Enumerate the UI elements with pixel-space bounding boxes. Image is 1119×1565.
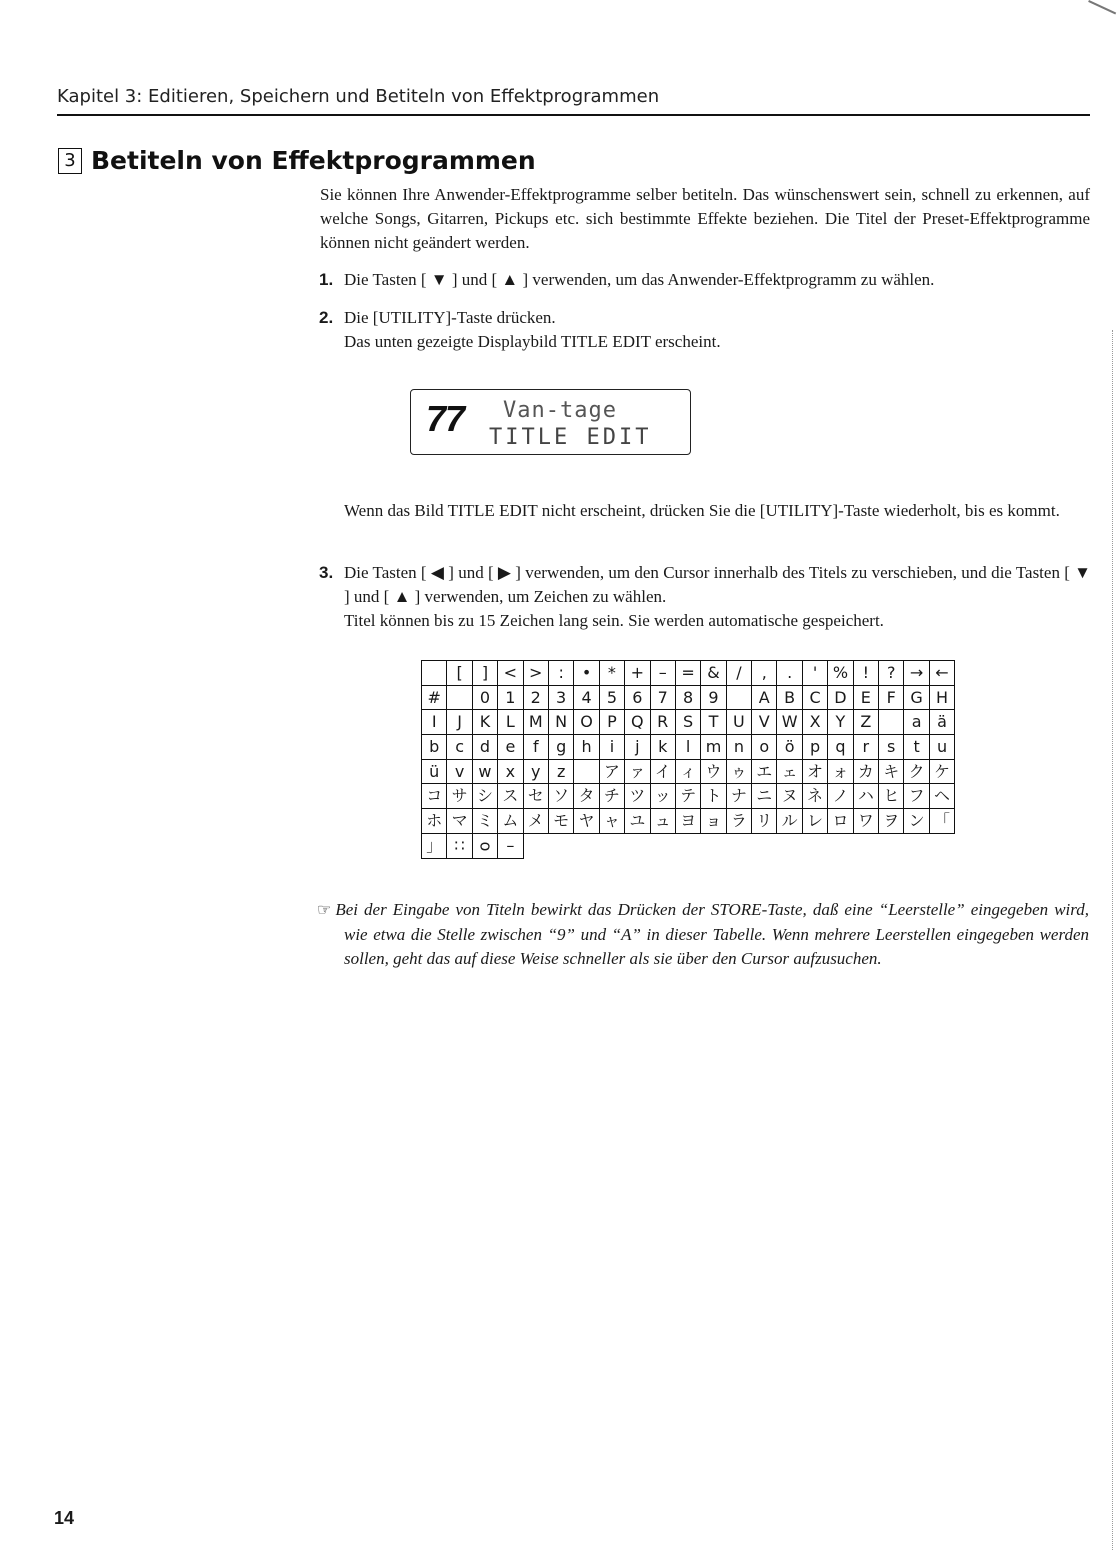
char-cell: o bbox=[752, 735, 777, 760]
char-cell: B bbox=[777, 685, 802, 710]
char-cell: S bbox=[675, 710, 700, 735]
char-cell: キ bbox=[879, 759, 904, 784]
char-cell: Y bbox=[828, 710, 853, 735]
char-cell: M bbox=[523, 710, 548, 735]
char-cell: G bbox=[904, 685, 929, 710]
char-cell: . bbox=[777, 661, 802, 686]
char-cell: ア bbox=[599, 759, 624, 784]
char-cell: O bbox=[574, 710, 599, 735]
char-cell: T bbox=[701, 710, 726, 735]
char-cell: f bbox=[523, 735, 548, 760]
char-cell: 」 bbox=[422, 833, 447, 858]
char-cell: モ bbox=[548, 809, 573, 834]
char-table-row bbox=[422, 759, 955, 784]
char-cell: ラ bbox=[726, 809, 751, 834]
char-cell: % bbox=[828, 661, 853, 686]
step-text: Die [UTILITY]-Taste drücken. bbox=[344, 308, 556, 327]
char-cell: – bbox=[650, 661, 675, 686]
char-cell: u bbox=[929, 735, 954, 760]
char-cell: ノ bbox=[828, 784, 853, 809]
char-cell: ス bbox=[498, 784, 523, 809]
char-cell: シ bbox=[472, 784, 497, 809]
step-number: 2. bbox=[319, 308, 334, 327]
char-cell: ] bbox=[472, 661, 497, 686]
char-cell: 5 bbox=[599, 685, 624, 710]
char-cell: J bbox=[447, 710, 472, 735]
char-cell: q bbox=[828, 735, 853, 760]
page-corner-mark bbox=[1088, 0, 1116, 14]
char-cell bbox=[726, 685, 751, 710]
char-cell: ホ bbox=[422, 809, 447, 834]
char-cell: z bbox=[548, 759, 573, 784]
char-cell: カ bbox=[853, 759, 878, 784]
char-cell: ァ bbox=[625, 759, 650, 784]
char-cell: E bbox=[853, 685, 878, 710]
char-cell: ヘ bbox=[929, 784, 954, 809]
chapter-header: Kapitel 3: Editieren, Speichern und Betiteln von Effektprogrammen bbox=[57, 86, 660, 107]
char-cell: ャ bbox=[599, 809, 624, 834]
char-cell bbox=[447, 685, 472, 710]
char-cell: K bbox=[472, 710, 497, 735]
char-cell: Z bbox=[853, 710, 878, 735]
char-cell: メ bbox=[523, 809, 548, 834]
char-cell: ロ bbox=[828, 809, 853, 834]
char-cell: i bbox=[599, 735, 624, 760]
char-cell: & bbox=[701, 661, 726, 686]
char-cell: オ bbox=[802, 759, 827, 784]
char-cell: ヌ bbox=[777, 784, 802, 809]
char-cell: ヤ bbox=[574, 809, 599, 834]
char-cell: ' bbox=[802, 661, 827, 686]
char-cell: P bbox=[599, 710, 624, 735]
character-table bbox=[421, 660, 955, 859]
char-cell: ゥ bbox=[726, 759, 751, 784]
char-cell: ← bbox=[929, 661, 954, 686]
section-title: Betiteln von Effektprogrammen bbox=[91, 146, 536, 175]
header-rule bbox=[57, 114, 1090, 116]
char-cell: 9 bbox=[701, 685, 726, 710]
pointing-hand-icon: ☞ bbox=[317, 902, 332, 919]
char-cell: ö bbox=[777, 735, 802, 760]
char-cell: ト bbox=[701, 784, 726, 809]
char-cell: r bbox=[853, 735, 878, 760]
char-cell: ィ bbox=[675, 759, 700, 784]
char-cell: ヒ bbox=[879, 784, 904, 809]
char-cell: ュ bbox=[650, 809, 675, 834]
char-cell: ク bbox=[904, 759, 929, 784]
char-cell: W bbox=[777, 710, 802, 735]
step-number: 1. bbox=[319, 270, 334, 289]
char-cell: , bbox=[752, 661, 777, 686]
display-note-paragraph: Wenn das Bild TITLE EDIT nicht erscheint, drücken Sie die [UTILITY]-Taste wiederholt, bis es kommt. bbox=[344, 501, 1060, 520]
char-cell: A bbox=[752, 685, 777, 710]
char-cell: ヲ bbox=[879, 809, 904, 834]
char-cell: コ bbox=[422, 784, 447, 809]
char-table-row bbox=[422, 710, 955, 735]
char-cell: イ bbox=[650, 759, 675, 784]
char-cell: サ bbox=[447, 784, 472, 809]
char-cell: X bbox=[802, 710, 827, 735]
char-cell: m bbox=[701, 735, 726, 760]
char-cell: 1 bbox=[498, 685, 523, 710]
char-cell bbox=[574, 759, 599, 784]
char-cell: ü bbox=[422, 759, 447, 784]
char-cell: ェ bbox=[777, 759, 802, 784]
char-cell: リ bbox=[752, 809, 777, 834]
step-3 bbox=[319, 561, 1091, 633]
char-cell: e bbox=[498, 735, 523, 760]
char-cell: 3 bbox=[548, 685, 573, 710]
char-cell: F bbox=[879, 685, 904, 710]
section-heading bbox=[58, 146, 536, 175]
char-cell: < bbox=[498, 661, 523, 686]
char-cell: p bbox=[802, 735, 827, 760]
char-cell: 0 bbox=[472, 685, 497, 710]
char-table-row bbox=[422, 661, 955, 686]
step-text-line2: Titel können bis zu 15 Zeichen lang sein. Sie werden automatische gespeichert. bbox=[344, 611, 884, 630]
char-cell: a bbox=[904, 710, 929, 735]
char-cell: ユ bbox=[625, 809, 650, 834]
char-cell: y bbox=[523, 759, 548, 784]
char-cell: t bbox=[904, 735, 929, 760]
char-cell: c bbox=[447, 735, 472, 760]
char-cell: 6 bbox=[625, 685, 650, 710]
char-cell: 4 bbox=[574, 685, 599, 710]
char-cell: * bbox=[599, 661, 624, 686]
note-paragraph bbox=[317, 898, 1089, 971]
char-cell: Q bbox=[625, 710, 650, 735]
step-2 bbox=[319, 306, 1091, 354]
char-table-row bbox=[422, 784, 955, 809]
char-cell: g bbox=[548, 735, 573, 760]
char-cell: ᴑ bbox=[472, 833, 497, 858]
char-cell: チ bbox=[599, 784, 624, 809]
char-cell: タ bbox=[574, 784, 599, 809]
char-cell: テ bbox=[675, 784, 700, 809]
page-number: 14 bbox=[54, 1508, 75, 1528]
char-table-row bbox=[422, 685, 955, 710]
step-text-line2: Das unten gezeigte Displaybild TITLE EDIT erscheint. bbox=[344, 332, 721, 351]
step-1 bbox=[319, 268, 1091, 292]
char-cell: ツ bbox=[625, 784, 650, 809]
char-cell: 「 bbox=[929, 809, 954, 834]
char-cell: v bbox=[447, 759, 472, 784]
char-cell: L bbox=[498, 710, 523, 735]
char-cell: ウ bbox=[701, 759, 726, 784]
char-cell: – bbox=[498, 833, 523, 858]
char-cell: I bbox=[422, 710, 447, 735]
char-cell: ! bbox=[853, 661, 878, 686]
char-cell: マ bbox=[447, 809, 472, 834]
note-text: Bei der Eingabe von Titeln bewirkt das Drücken der STORE-Taste, daß eine “Leerstelle” eingegeben wird, wie etwa die Stelle zwischen “9” und “A” in dieser Tabelle. Wenn mehrere Leerstellen eingegeben werden sollen, geht das auf diese Weise schneller als sie über den Cursor aufzusuchen. bbox=[335, 900, 1089, 968]
char-cell: ソ bbox=[548, 784, 573, 809]
char-cell: k bbox=[650, 735, 675, 760]
char-cell: d bbox=[472, 735, 497, 760]
char-cell: フ bbox=[904, 784, 929, 809]
char-table-row bbox=[422, 735, 955, 760]
scan-edge-line bbox=[1112, 330, 1113, 1550]
char-cell: ケ bbox=[929, 759, 954, 784]
char-cell: ッ bbox=[650, 784, 675, 809]
char-cell: ミ bbox=[472, 809, 497, 834]
char-cell: 8 bbox=[675, 685, 700, 710]
char-cell bbox=[879, 710, 904, 735]
section-number-box: 3 bbox=[58, 148, 82, 174]
char-cell: ニ bbox=[752, 784, 777, 809]
char-cell: D bbox=[828, 685, 853, 710]
char-cell: s bbox=[879, 735, 904, 760]
char-cell: ä bbox=[929, 710, 954, 735]
intro-paragraph: Sie können Ihre Anwender-Effektprogramme selber betiteln. Das wünschenswert sein, schnell zu erkennen, auf welche Songs, Gitarren, Pickups etc. sich bestimmte Effekte beziehen. Die Titel der Preset-Effektprogramme können nicht geändert werden. bbox=[320, 185, 1090, 252]
char-cell: h bbox=[574, 735, 599, 760]
char-cell: C bbox=[802, 685, 827, 710]
char-cell: : bbox=[548, 661, 573, 686]
char-cell: ネ bbox=[802, 784, 827, 809]
char-cell: ハ bbox=[853, 784, 878, 809]
char-cell: → bbox=[904, 661, 929, 686]
char-cell: H bbox=[929, 685, 954, 710]
char-cell: 7 bbox=[650, 685, 675, 710]
char-cell: > bbox=[523, 661, 548, 686]
lcd-display bbox=[410, 389, 691, 455]
char-cell: ン bbox=[904, 809, 929, 834]
char-cell: + bbox=[625, 661, 650, 686]
char-cell: U bbox=[726, 710, 751, 735]
char-cell: ォ bbox=[828, 759, 853, 784]
char-cell bbox=[422, 661, 447, 686]
char-cell: [ bbox=[447, 661, 472, 686]
char-cell: N bbox=[548, 710, 573, 735]
char-cell: ∷ bbox=[447, 833, 472, 858]
lcd-program-number: 77 bbox=[426, 398, 465, 439]
char-cell: n bbox=[726, 735, 751, 760]
char-cell: セ bbox=[523, 784, 548, 809]
lcd-mode-line: TITLE EDIT bbox=[489, 425, 652, 450]
char-cell: x bbox=[498, 759, 523, 784]
step-text: Die Tasten [ ◀ ] und [ ▶ ] verwenden, um den Cursor innerhalb des Titels zu verschieben, und die Tasten [ ▼ ] und [ ▲ ] verwenden, um Zeichen zu wählen. bbox=[344, 563, 1091, 606]
char-cell: 2 bbox=[523, 685, 548, 710]
char-table-row bbox=[422, 833, 955, 858]
char-cell: ナ bbox=[726, 784, 751, 809]
char-cell: V bbox=[752, 710, 777, 735]
char-cell: l bbox=[675, 735, 700, 760]
char-cell: / bbox=[726, 661, 751, 686]
char-cell: # bbox=[422, 685, 447, 710]
char-cell: • bbox=[574, 661, 599, 686]
char-table-row bbox=[422, 809, 955, 834]
char-cell: b bbox=[422, 735, 447, 760]
char-cell: w bbox=[472, 759, 497, 784]
char-cell: ワ bbox=[853, 809, 878, 834]
char-cell: レ bbox=[802, 809, 827, 834]
step-number: 3. bbox=[319, 563, 334, 582]
char-cell: j bbox=[625, 735, 650, 760]
char-cell: ム bbox=[498, 809, 523, 834]
char-cell: ヨ bbox=[675, 809, 700, 834]
step-text: Die Tasten [ ▼ ] und [ ▲ ] verwenden, um das Anwender-Effektprogramm zu wählen. bbox=[344, 270, 935, 289]
char-cell: ョ bbox=[701, 809, 726, 834]
char-cell: エ bbox=[752, 759, 777, 784]
lcd-title-line: Van-tage bbox=[503, 398, 617, 423]
char-cell: = bbox=[675, 661, 700, 686]
char-cell: ル bbox=[777, 809, 802, 834]
char-cell: ? bbox=[879, 661, 904, 686]
char-cell: R bbox=[650, 710, 675, 735]
